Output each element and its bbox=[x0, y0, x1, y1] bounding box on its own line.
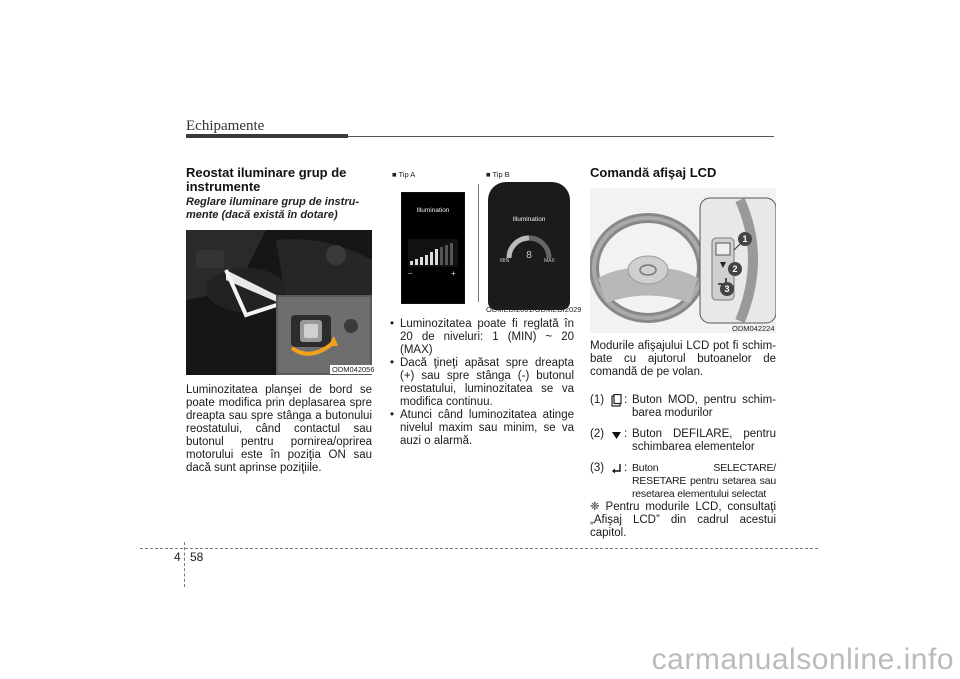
plus-sign: + bbox=[451, 269, 456, 278]
control-colon: : bbox=[624, 428, 628, 440]
bullet-item: • Luminozitatea poate fi reglată în 20 de niveluri: 1 (MIN) ~ 20 (MAX) bbox=[388, 318, 574, 357]
type-a-label: ■ Tip A bbox=[392, 170, 416, 179]
footer-divider bbox=[184, 542, 185, 587]
right-heading: Comandă afişaj LCD bbox=[590, 165, 717, 180]
down-arrow-icon bbox=[608, 428, 624, 454]
control-text: Buton SELECTARE/ RESETARE pentru setarea sau resetarea elementului selectat bbox=[632, 462, 776, 500]
illum-title-b: Illumination bbox=[512, 216, 546, 223]
header-accent-bar bbox=[186, 134, 348, 138]
illum-title-a: Illumination bbox=[416, 207, 450, 214]
mode-button-icon bbox=[608, 394, 624, 420]
control-row-scroll bbox=[590, 428, 776, 454]
steering-wheel-figure bbox=[590, 188, 776, 333]
control-text: Buton MOD, pentru schim-barea modurilor bbox=[632, 394, 776, 419]
callout-1: 1 bbox=[738, 232, 752, 246]
control-colon: : bbox=[624, 462, 628, 474]
control-number: (3) bbox=[590, 462, 605, 474]
illumination-figure bbox=[388, 166, 574, 314]
callout-3: 3 bbox=[720, 282, 734, 296]
callout-2: 2 bbox=[728, 262, 742, 276]
middle-image-code: ODMEDI2001/ODMEDI2029 bbox=[486, 305, 582, 314]
control-colon: : bbox=[624, 394, 628, 406]
min-label: MIN bbox=[500, 258, 510, 264]
minus-sign: − bbox=[408, 269, 413, 278]
watermark: carmanualsonline.info bbox=[651, 643, 954, 676]
page-number: 58 bbox=[190, 550, 204, 564]
lcd-note: ❈ Pentru modurile LCD, consultaţi „Afişaj LCD” din cadrul acestui capitol. bbox=[590, 501, 776, 539]
type-a-display bbox=[401, 192, 465, 304]
control-number: (1) bbox=[590, 394, 605, 406]
level-value: 8 bbox=[526, 250, 532, 261]
enter-arrow-icon bbox=[608, 462, 624, 501]
footer-rule bbox=[140, 548, 818, 549]
type-divider bbox=[478, 184, 479, 302]
left-heading: Reostat iluminare grup de instrumente bbox=[186, 165, 347, 194]
left-image-code: ODM042056 bbox=[332, 365, 375, 374]
steering-wheel-icon bbox=[590, 188, 776, 333]
dashboard-photo-icon bbox=[186, 230, 372, 375]
control-number: (2) bbox=[590, 428, 605, 440]
left-subheading: Reglare iluminare grup de instru-mente (dacă există în dotare) bbox=[186, 196, 359, 221]
level-bars-icon bbox=[408, 239, 458, 267]
control-text: Buton DEFILARE, pentru schimbarea elementelor bbox=[632, 428, 776, 453]
control-row-mode bbox=[590, 394, 776, 420]
bullet-item: • Atunci când luminozitatea atinge nivelul maxim sau minim, se va auzi o alarmă. bbox=[388, 409, 574, 448]
control-row-select bbox=[590, 462, 776, 501]
right-image-code: ODM042224 bbox=[732, 324, 775, 333]
type-b-label: ■ Tip B bbox=[486, 170, 510, 179]
dimmer-photo bbox=[186, 230, 372, 375]
chapter-number: 4 bbox=[174, 550, 181, 564]
lcd-intro: Modurile afişajului LCD pot fi schim-bate cu ajutorul butoanelor de comandă de pe volan. bbox=[590, 340, 776, 378]
max-label: MAX bbox=[544, 258, 555, 264]
left-paragraph: Luminozitatea planşei de bord se poate modifica prin deplasarea spre dreapta sau spre stânga a butonului reostatului, când contactul sau butonul pentru pornirea/oprirea motorului este în poziţia ON sau dacă sunt aprinse poziţiile. bbox=[186, 384, 372, 474]
type-b-display bbox=[488, 182, 570, 310]
control-list bbox=[590, 394, 776, 501]
section-title: Echipamente bbox=[186, 118, 265, 134]
bullet-item: • Dacă ţineţi apăsat spre dreapta (+) sau spre stânga (-) butonul reostatului, luminozitatea se va modifica continuu. bbox=[388, 357, 574, 409]
illumination-bullets bbox=[388, 318, 574, 448]
